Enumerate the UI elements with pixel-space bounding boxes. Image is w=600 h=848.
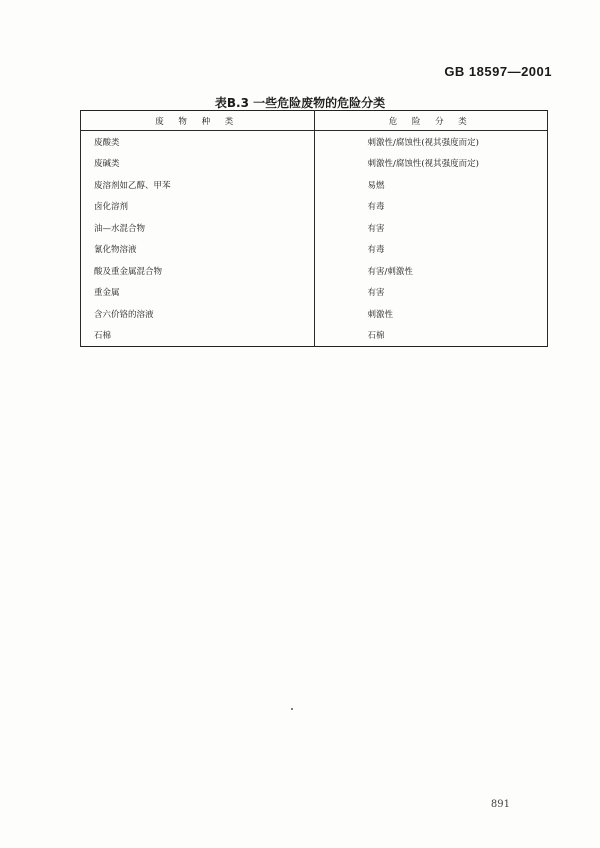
table-row <box>81 239 548 261</box>
table-row <box>81 217 548 239</box>
waste-type-cell: 废碱类 <box>81 153 315 175</box>
hazard-class-cell: 有害 <box>314 282 548 304</box>
hazard-class-cell: 有害 <box>314 217 548 239</box>
table-row <box>81 260 548 282</box>
waste-type-cell: 油—水混合物 <box>81 217 315 239</box>
table-row <box>81 174 548 196</box>
waste-type-cell: 重金属 <box>81 282 315 304</box>
column-header-hazard-class: 危 险 分 类 <box>314 111 548 131</box>
waste-type-cell: 酸及重金属混合物 <box>81 260 315 282</box>
table-row <box>81 153 548 175</box>
table-header-row <box>81 111 548 131</box>
waste-type-cell: 石棉 <box>81 325 315 347</box>
waste-type-cell: 废溶剂如乙醇、甲苯 <box>81 174 315 196</box>
waste-type-cell: 卤化溶剂 <box>81 196 315 218</box>
table-row <box>81 131 548 153</box>
hazard-class-cell: 刺激性/腐蚀性(视其强度而定) <box>314 131 548 153</box>
standard-code: GB 18597—2001 <box>444 64 552 79</box>
hazard-class-cell: 易燃 <box>314 174 548 196</box>
table-caption: 表B.3 一些危险废物的危险分类 <box>214 96 386 110</box>
column-header-waste-type: 废 物 种 类 <box>81 111 315 131</box>
table-row <box>81 303 548 325</box>
scan-speck <box>291 708 293 710</box>
hazard-class-cell: 刺激性 <box>314 303 548 325</box>
page-number: 891 <box>490 799 510 810</box>
hazard-class-cell: 有害/刺激性 <box>314 260 548 282</box>
waste-type-cell: 氰化物溶液 <box>81 239 315 261</box>
hazard-classification-table <box>80 110 548 347</box>
hazard-class-cell: 刺激性/腐蚀性(视其强度而定) <box>314 153 548 175</box>
hazard-class-cell: 有毒 <box>314 196 548 218</box>
waste-type-cell: 含六价铬的溶液 <box>81 303 315 325</box>
table-row <box>81 282 548 304</box>
table-row <box>81 196 548 218</box>
hazard-class-cell: 有毒 <box>314 239 548 261</box>
waste-type-cell: 废酸类 <box>81 131 315 153</box>
hazard-class-cell: 石棉 <box>314 325 548 347</box>
table-row <box>81 325 548 347</box>
